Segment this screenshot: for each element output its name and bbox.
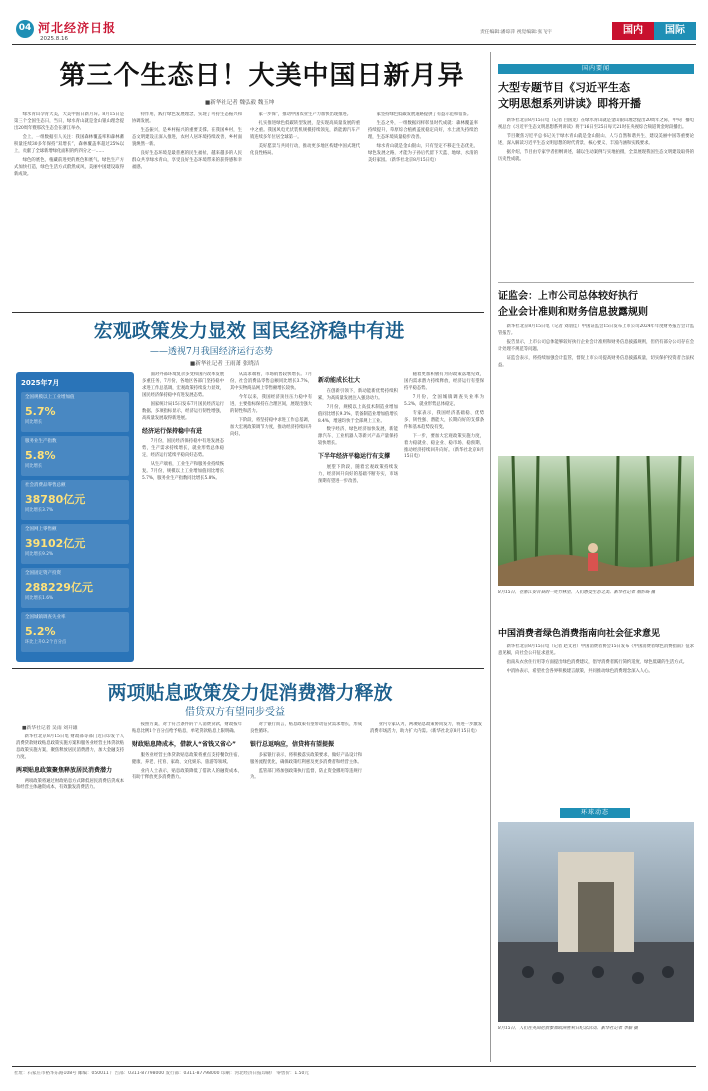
- macro-subtitle: ——透视7月我国经济运行态势: [150, 347, 273, 357]
- macro-column-2: 从需求端看，市场销售较快增长。7月份，社会消费品零售总额同比增长3.7%，其中实物商品网上零售额增长较快。 今年以来，我国经济顶住压力稳中有进，主要指标保持在合理区间，展现出强大的韧性和活力。 下阶段，将坚持稳中求进工作总基调，加大宏观政策调节力度，推动经济持续回升向好。: [230, 372, 312, 437]
- issue-date: 2025.8.16: [40, 36, 68, 42]
- infographic-title: 2025年7月: [21, 379, 60, 387]
- infographic-item-label: 社会消费品零售总额: [25, 483, 66, 489]
- consumer-column-2: 按照方案，对于符合条件的个人消费贷款，财政按年贴息比例1个百分点给予贴息，单笔贷款贴息上限明确。 财政贴息降成本，借款人“省钱又省心” 服务业经营主体贷款贴息政策将重点支持餐饮住宿、健康、养老、托育、家政、文化娱乐、旅游等领域。 业内人士表示，贴息政策降低了借款人的融资成本，有助于释放更多消费潜力。: [132, 722, 242, 781]
- infographic-item: [21, 612, 129, 652]
- infographic-item-note: 同比增长: [25, 463, 43, 469]
- macro-column-4: 随着更加积极有为的政策落地见效，国内需求潜力持续释放，经济运行有望保持平稳态势。 7月份，全国城镇调查失业率为5.2%，就业形势总体稳定。 专家表示，我国经济基础稳、优势多、韧性强、潜能大，长期向好的支撑条件和基本趋势没有变。 下一步，要加大宏观政策实施力度，着力稳就业、稳企业、稳市场、稳预期，推动经济持续回升向好。（新华社北京8月15日电）: [404, 372, 484, 460]
- macro-byline: ■新华社记者 王雨萧 张晓洁: [190, 361, 260, 367]
- consumer-column-4: 业内专家认为，两项贴息政策协同发力，将进一步激发消费市场活力，助力扩大内需。（新华社北京8月15日电）: [370, 722, 482, 734]
- consumer-column-1: 新华社北京8月15日电 财政部等部门近日印发个人消费贷款财政贴息政策实施方案和服务业经营主体贷款贴息政策实施方案，聚焦释放居民消费潜力，加大金融支持力度。 两项贴息政策聚焦释放居民消费潜力 两项政策将通过财政贴息方式降低居民消费信贷成本和经营主体融资成本，有效激发消费活力。: [16, 734, 124, 791]
- lead-column-1: 绿水青山孕育大美，大美中国日新月异。8月15日是第三个全国生态日，当日，绿水青山就是金山银山理念提出20周年暨那次生态会在浙江举办。 会上，一组数据引人关注：我国森林覆盖率和森林蓄积量连续30多年保持“双增长”，森林覆盖率超过25%以上，贡献了全球新增绿化面积的约四分之一…… 绿色的底色，植藏前进更的底色和底气。绿色生产方式加快打造，绿色生活方式蔚然成风，美丽中国建设取得新成效。: [14, 112, 124, 177]
- infographic-item-value: 38780亿元: [25, 492, 86, 506]
- section-tag-domestic: 国内要闻: [498, 64, 694, 74]
- story3-headline: 中国消费者绿色消费指南向社会征求意见: [498, 629, 661, 639]
- lead-column-3: 家一步保”，推动中国农业生产力加快出现推进。 扎实推进绿色低碳转型发展，是实现高质量发展的重中之重。我国风电光伏装机规模持续领先，新能源汽车产销连续多年位居全球第一。 美好愿景与共同行动，推动更多地区构建中国式现代化良性格局。: [250, 112, 360, 156]
- macro-subhead-3: 下半年经济平稳运行有支撑: [318, 453, 391, 461]
- footer-info: 社址：石家庄市裕华东路108号 邮编：050011 广告部：0311-87798000 发行部：0311-87798000 印刷：河北经济日报印刷厂 零售价：1.50元: [14, 1071, 309, 1076]
- lead-headline: 第三个生态日！大美中国日新月异: [59, 61, 465, 91]
- infographic-item-label: 全国固定资产投资: [25, 571, 61, 577]
- story2-headline-line2: 企业会计准则和财务信息披露规则: [498, 307, 648, 318]
- photo2-caption: 8月15日，人们在英国伦敦参加欧洲胜利日纪念活动。新华社记者 李颖 摄: [498, 1026, 638, 1031]
- ceremony-photo: [498, 822, 694, 1022]
- story3-body: 新华社北京8月15日电（记者 赵文君）中国消费者协会15日发布《中国消费者绿色消费指南》征求意见稿，向社会公开征求意见。 指南从衣食住行用等方面提出绿色消费建议，倡导消费者践行简约适度、绿色低碳的生活方式。 中消协表示，希望社会各界积极建言献策，共同推动绿色消费理念深入人心。: [498, 644, 694, 674]
- infographic-item-value: 288229亿元: [25, 580, 93, 594]
- infographic-item: [21, 568, 129, 608]
- infographic-item-note: 同比增长: [25, 419, 43, 425]
- infographic-item-label: 全国规模以上工业增加值: [25, 395, 75, 401]
- consumer-byline: ■新华社记者 吴雨 刘开雄: [22, 726, 78, 731]
- section-tab-domestic: 国内: [612, 22, 654, 40]
- infographic-item: [21, 524, 129, 564]
- section-tag-international: 环球动态: [560, 808, 630, 818]
- infographic-item-value: 39102亿元: [25, 536, 86, 550]
- infographic-item: [21, 480, 129, 520]
- section-tab-international: 国际: [654, 22, 696, 40]
- story2-headline-line1: 证监会：上市公司总体较好执行: [498, 291, 638, 302]
- economy-infographic: [16, 372, 134, 662]
- infographic-item-note: 环比上升0.2个百分点: [25, 639, 67, 645]
- infographic-item: [21, 392, 129, 432]
- story1-headline-line1: 大型专题节目《习近平生态: [498, 81, 630, 94]
- infographic-item-note: 同比增长1.6%: [25, 595, 54, 601]
- infographic-item-value: 5.2%: [25, 624, 56, 638]
- infographic-item-value: 5.8%: [25, 448, 56, 462]
- page-number: 04: [16, 20, 34, 38]
- lead-column-4: 家坚持绿色低碳发展道路提供了有益示范和借鉴。 生态之外，一组数据同样彰显时代成就：森林覆盖率持续提升，草原综合植被盖度稳定向好，水土流失持续治理，生态环境质量稳步改善。 绿水青山就是金山银山，只有坚定不移走生态优先、绿色发展之路，才能为子孙后代留下天蓝、地绿、水清的美好家园。（新华社北京8月15日电）: [368, 112, 478, 163]
- infographic-item-label: 全国网上零售额: [25, 527, 57, 533]
- consumer-column-3: 对于银行而言，贴息政策有望带动信贷需求增长，形成良性循环。 银行总返响应，信贷将有望提振 多家银行表示，将积极落实政策要求，做好产品设计和服务流程优化，确保政策红利惠及更多消费者和经营主体。 监管部门将加强政策执行监督，防止资金挪用等违规行为。: [250, 722, 362, 781]
- consumer-subtitle: 借贷双方有望同步受益: [185, 707, 285, 718]
- consumer-subhead-3: 银行总返响应，信贷将有望提振: [250, 740, 335, 748]
- photo-caption: 8月15日，在浙江安吉县的一处竹林里，人们感受生态之美。新华社记者 翁忻旸 摄: [498, 590, 656, 595]
- macro-subhead-2: 新动能成长壮大: [318, 377, 361, 384]
- story1-headline-line2: 文明思想系列讲读》即将开播: [498, 97, 641, 110]
- infographic-item-label: 全国城镇调查失业率: [25, 615, 66, 621]
- bamboo-forest-photo: [498, 456, 694, 586]
- story1-body: 新华社北京8月15日电（记者 白国龙）在绿水青山就是金山银山理念提出20周年之际，中央广播电视总台《习近平生态文明思想系列讲读》将于16日至25日每天21时在央视综合频道黄金时段播出。 节目聚焦习近平总书记关于绿水青山就是金山银山、人与自然和谐共生、建设美丽中国等重要论述，深入解读习近平生态文明思想的时代背景、核心要义、丰富内涵和实践要求。 据介绍，节目由专家学者担纲讲述，辅以生动案例与实地拍摄，全景展现我国生态文明建设取得的历史性成就。: [498, 118, 694, 162]
- macro-column-1: 面对外部环境复杂多变和国内改革发展多重任务，7月份，各地区各部门坚持稳中求进工作总基调，宏观政策持续发力显效，国民经济保持稳中有进发展态势。 国家统计局15日发布7月国民经济运行数据。多项指标显示，经济运行韧性增强，高质量发展取得新进展。 经济运行保持稳中有进 7月份，国民经济保持稳中有进发展态势，生产需求持续增长，就业形势总体稳定，经济运行延续平稳向好态势。 从生产端看，工业生产和服务业持续恢复。7月份，规模以上工业增加值同比增长5.7%，服务业生产指数同比增长5.8%。: [142, 372, 224, 482]
- consumer-subhead-2: 财政贴息降成本，借款人“省钱又省心”: [132, 740, 236, 748]
- macro-headline: 宏观政策发力显效 国民经济稳中有进: [93, 320, 405, 342]
- infographic-item-value: 5.7%: [25, 404, 56, 418]
- consumer-subhead-1: 两项贴息政策聚焦释放居民消费潜力: [16, 766, 113, 774]
- infographic-item-note: 同比增长9.2%: [25, 551, 54, 557]
- editor-credits: 责任编辑:潘琼萍 视觉编辑:张飞宇: [480, 30, 552, 35]
- lead-column-2: 特作用，践行绿色发展理念，实现了可持生态振兴和协调发展。 生态振兴，是乡村振兴的重要支撑。在我国乡村，生态文明建设正深入推进，农村人居环境持续改善，乡村面貌焕然一新。 良好生态环境是最普惠的民生福祉，越来越多的人民群众共享绿水青山，享受良好生态环境带来的获得感和幸福感。: [132, 112, 242, 170]
- macro-column-3: 新动能成长壮大 在创新引领下，新动能新优势持续积累，为高质量发展注入强劲动力。 7月份，规模以上高技术制造业增加值同比增长9.3%，装备制造业增加值增长8.4%，增速均快于全部规上工业。 数字经济、绿色经济加快发展，新能源汽车、工业机器人等新兴产品产量保持较快增长。 下半年经济平稳运行有支撑 展望下阶段，随着宏观政策持续发力，经济回升向好的基础不断夯实，市场预期有望进一步改善。: [318, 377, 398, 484]
- bamboo-illustration: [498, 456, 694, 586]
- infographic-item: [21, 436, 129, 476]
- infographic-item-note: 同比增长3.7%: [25, 507, 54, 513]
- infographic-item-label: 服务业生产指数: [25, 439, 57, 445]
- lead-byline: ■新华社记者 魏弘毅 魏玉坤: [205, 100, 275, 106]
- story2-body: 新华社北京8月15日电（记者 刘羽佳）中国证监会15日发布上市公司2024年年度财务报告会计监管报告。 报告显示，上市公司总体能够较好执行企业会计准则和财务信息披露规则，但仍有部分公司存在会计处理不规范等问题。 证监会表示，将持续加强会计监管，督促上市公司提高财务信息披露质量，切实保护投资者合法权益。: [498, 324, 694, 368]
- ceremony-illustration: [498, 822, 694, 1022]
- consumer-headline: 两项贴息政策发力促消费潜力释放: [107, 682, 393, 704]
- paper-logo: 河北经济日报: [38, 21, 117, 35]
- macro-subhead-1: 经济运行保持稳中有进: [142, 427, 203, 435]
